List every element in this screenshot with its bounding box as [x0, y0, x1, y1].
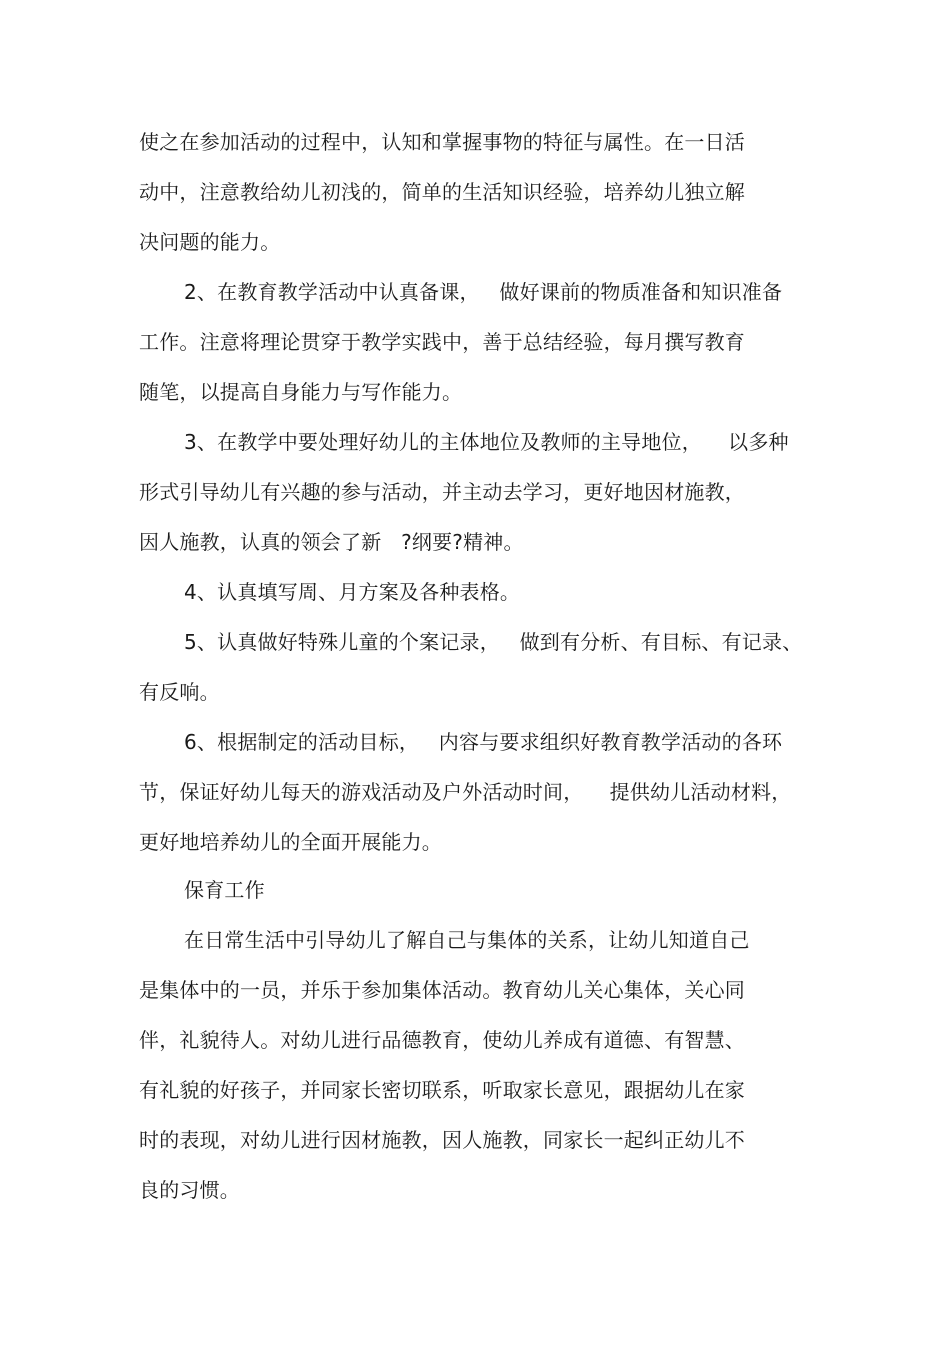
text-line: 3、在教学中要处理好幼儿的主体地位及教师的主导地位， 以多种: [184, 430, 789, 454]
text-line: 动中，注意教给幼儿初浅的，简单的生活知识经验，培养幼儿独立解: [139, 180, 745, 204]
section-heading: 保育工作: [184, 878, 265, 902]
text-line: 4、认真填写周、月方案及各种表格。: [184, 580, 521, 604]
text-line: 良的习惯。: [139, 1178, 240, 1202]
text-line: 决问题的能力。: [139, 230, 281, 254]
text-line: 在日常生活中引导幼儿了解自己与集体的关系，让幼儿知道自己: [184, 928, 750, 952]
text-line: 使之在参加活动的过程中，认知和掌握事物的特征与属性。在一日活: [139, 130, 745, 154]
text-line: 有礼貌的好孩子，并同家长密切联系，听取家长意见，跟据幼儿在家: [139, 1078, 745, 1102]
text-line: 工作。注意将理论贯穿于教学实践中，善于总结经验，每月撰写教育: [139, 330, 745, 354]
text-line: 6、根据制定的活动目标， 内容与要求组织好教育教学活动的各环: [184, 730, 783, 754]
text-line: 时的表现，对幼儿进行因材施教，因人施教，同家长一起纠正幼儿不: [139, 1128, 745, 1152]
text-line: 伴，礼貌待人。对幼儿进行品德教育，使幼儿养成有道德、有智慧、: [139, 1028, 745, 1052]
text-line: 更好地培养幼儿的全面开展能力。: [139, 830, 442, 854]
text-line: 因人施教，认真的领会了新 ?纲要?精神。: [139, 530, 524, 554]
text-line: 有反响。: [139, 680, 220, 704]
text-line: 2、在教育教学活动中认真备课， 做好课前的物质准备和知识准备: [184, 280, 783, 304]
text-line: 是集体中的一员，并乐于参加集体活动。教育幼儿关心集体，关心同: [139, 978, 745, 1002]
text-line: 5、认真做好特殊儿童的个案记录， 做到有分析、有目标、有记录、: [184, 630, 803, 654]
text-line: 节，保证好幼儿每天的游戏活动及户外活动时间， 提供幼儿活动材料，: [139, 780, 792, 804]
text-line: 随笔，以提高自身能力与写作能力。: [139, 380, 463, 404]
text-line: 形式引导幼儿有兴趣的参与活动，并主动去学习，更好地因材施教，: [139, 480, 745, 504]
